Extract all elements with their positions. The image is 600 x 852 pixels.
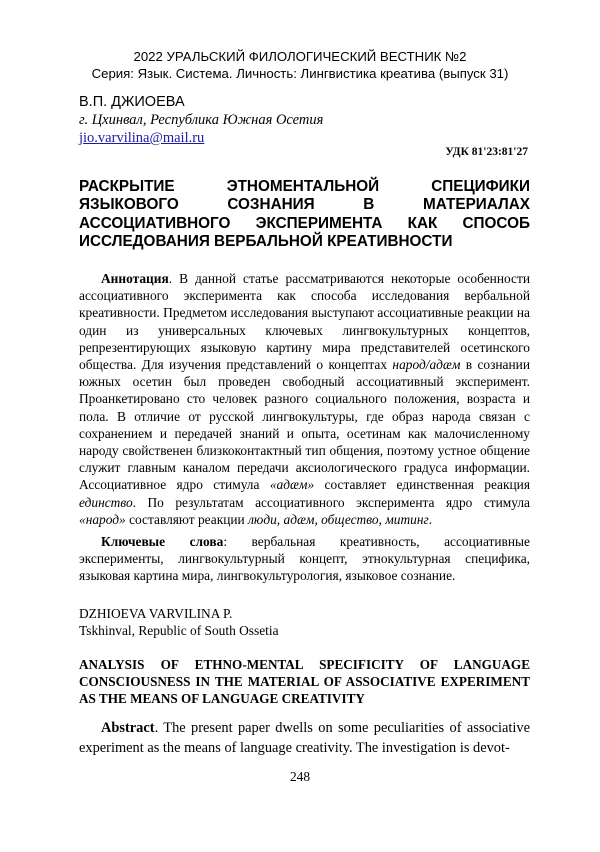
abstract-ru-term-2: «адæм» — [269, 477, 315, 493]
abstract-ru-term-5: люди, адæм, общество, митинг — [248, 511, 429, 527]
udc-code: УДК 81'23:81'27 — [445, 146, 528, 158]
journal-title-line: 2022 УРАЛЬСКИЙ ФИЛОЛОГИЧЕСКИЙ ВЕСТНИК №2 — [133, 49, 467, 64]
abstract-ru-label: Аннотация — [101, 271, 169, 286]
abstract-en — [79, 719, 530, 758]
abstract-ru — [79, 270, 530, 528]
article-title-en: ANALYSIS OF ETHNO-MENTAL SPECIFICITY OF LANGUAGE CONSCIOUSNESS IN THE MATERIAL OF ASSOCIATIVE EXPERIMENT AS THE MEANS OF LANGUAGE CREATIVITY — [79, 657, 530, 706]
abstract-ru-text-2: в сознании южных осетин был проведен свободный ассоциативный эксперимент. Проанкетировано сто человек разного социального положения, возраста и пола. В отличие от русской лингвокультуры, где образ народа связан с сохранением и передачей знаний и опыта, осетинам как малочисленному народу свойственен близкоконтактный тип общения, поэтому устное общение служит главным каналом передачи аксиологического градуса информации. Ассоциативное ядро стимула — [79, 357, 530, 493]
abstract-en-text: . The present paper dwells on some peculiarities of associative experiment as the means of language creativity. The investigation is devot- — [79, 720, 530, 756]
journal-header — [0, 49, 600, 82]
author-block-ru — [79, 93, 323, 147]
keywords-ru-text: : вербальная креативность, ассоциативные эксперименты, лингвокультурный концепт, этнокультурная специфика, языковая картина мира, лингвокультурология, языковое сознание. — [79, 534, 530, 584]
author-affiliation-en: Tskhinval, Republic of South Ossetia — [79, 623, 279, 639]
article-title-ru: РАСКРЫТИЕ ЭТНОМЕНТАЛЬНОЙ СПЕЦИФИКИ ЯЗЫКОВОГО СОЗНАНИЯ В МАТЕРИАЛАХ АССОЦИАТИВНОГО ЭКСПЕРИМЕНТА КАК СПОСОБ ИССЛЕДОВАНИЯ ВЕРБАЛЬНОЙ КРЕАТИВНОСТИ — [79, 178, 530, 250]
author-affiliation-ru: г. Цхинвал, Республика Южная Осетия — [79, 112, 324, 128]
abstract-en-label: Abstract — [101, 720, 155, 736]
page-number: 248 — [289, 769, 311, 784]
author-name-en: DZHIOEVA VARVILINA P. — [79, 606, 233, 621]
keywords-ru-label: Ключевые слова — [101, 534, 224, 549]
abstract-ru-text-4: . По результатам ассоциативного эксперимента ядро стимула — [132, 494, 530, 510]
abstract-ru-term-4: «народ» — [79, 511, 126, 527]
keywords-ru — [79, 533, 530, 585]
abstract-ru-text-6: . — [428, 511, 433, 527]
author-block-en — [79, 605, 279, 640]
abstract-ru-text-1: . В данной статье рассматриваются некоторые особенности ассоциативного эксперимента как способа исследования вербальной креативности. Предметом исследования выступают ассоциативные реакции на один из универсальных ключевых лингвокультурных концептов, репрезентирующих языковую картину мира представителей осетинского общества. Для изучения представлений о концептах — [79, 271, 530, 373]
journal-series-line: Серия: Язык. Система. Личность: Лингвистика креатива (выпуск 31) — [91, 65, 509, 81]
author-name-ru: В.П. ДЖИОЕВА — [79, 94, 185, 110]
abstract-ru-term-3: единство — [79, 494, 133, 510]
abstract-ru-text-5: составляют реакции — [125, 511, 249, 527]
author-email-link[interactable]: jio.varvilina@mail.ru — [79, 130, 205, 146]
abstract-ru-text-3: составляет единственная реакция — [314, 477, 530, 493]
abstract-ru-term-1: народ/адæм — [392, 357, 461, 373]
